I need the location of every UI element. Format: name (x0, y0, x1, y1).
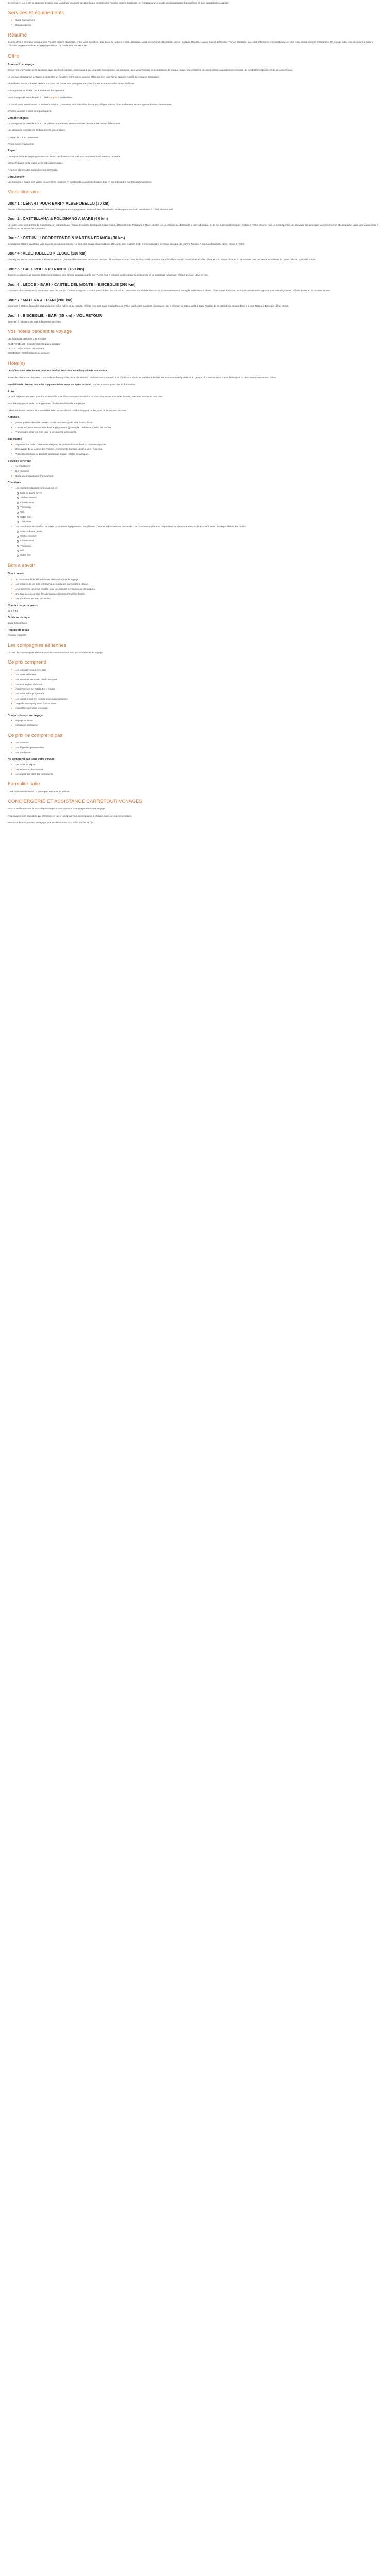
services-title: Services et équipements (8, 10, 64, 16)
list-item: Les transferts aéroport / hôtel / aéroport (15, 677, 383, 681)
hotel-line: Les hôtels de catégorie 3 et 4 étoiles (8, 337, 46, 341)
day-title: Jour 1 : DÉPART POUR BARI > ALBEROBELLO (70 km) (8, 200, 110, 206)
caracteristiques-section (8, 116, 383, 146)
votre-voyage-end: ou similaire. (60, 96, 73, 99)
list-item: Le supplément chambre individuelle (15, 772, 383, 776)
list-item: Les pourboires ne sont pas inclus. (15, 597, 383, 600)
conseiller-paragraph: Nos équipes sont joignables par téléphone et par e-mail pour vous accompagner à chaque étape de votre réservation. (8, 814, 132, 817)
offre-subhead: Pourquoi ce voyage (8, 63, 35, 66)
list-item: Promenades et temps libre pour la découverte personnelle. (15, 430, 383, 434)
autre-section (8, 389, 383, 412)
services-section (8, 10, 383, 27)
day-block (8, 313, 383, 324)
list-item: Bus climatisé (15, 469, 383, 473)
offre-paragraph: Découvrez les Pouilles et la Basilicate avec un circuit complet, accompagné par un guide francophone qui partagera avec vous l’histoire et les traditions de chaque étape. Vous visiterez des sites classés au patrimoine mondial de l’UNESCO et profiterez de la cuisine locale. (8, 69, 294, 72)
list-item: Wifi (20, 549, 383, 552)
day-block (8, 251, 383, 261)
list-item: Climatisation (20, 501, 383, 504)
itineraire-section (8, 189, 383, 323)
day-title: Jour 5 : GALLIPOLI & OTRANTE (160 km) (8, 266, 84, 272)
deroulement-paragraph: Les horaires et l’ordre des visites peuvent être modifiés en fonction des conditions locales, tout en garantissant le contenu du programme. (8, 181, 153, 184)
caracteristiques-paragraph: Les distances journalières en bus restent raisonnables. (8, 129, 66, 132)
hotel-detail-lead-line (8, 383, 383, 386)
list-item (15, 524, 383, 557)
list-item: Guide francophone (15, 18, 383, 22)
non-compris-section (8, 757, 383, 776)
comprend-list (8, 668, 383, 710)
hotel-line: LECCE : Hôtel Tiziano ou similaire (8, 347, 44, 350)
comprend-section (8, 659, 383, 710)
list-item: Guide accompagnateur francophone (15, 474, 383, 478)
day-text: Transfert à l’aéroport de Bari et fin de nos services. (8, 320, 62, 323)
regime-title: Régime de repas (8, 628, 29, 632)
activites-list (8, 421, 383, 434)
repas-title: Repas (8, 149, 16, 153)
day-block (8, 298, 383, 308)
day-block (8, 282, 383, 293)
list-item: Les taxes de séjour (15, 762, 383, 766)
pre-paragraph: Le circuit vous fait découvrir un itinéraire riche en contrastes, alternant villes baroques, villages blancs, côtes rocheuses et campagnes d’oliviers centenaires. (8, 103, 172, 106)
resume-title: Résumé (8, 32, 27, 39)
resume-text: Ce circuit vous emmène au cœur des Pouilles et de la Basilicate, entre villes blanches, trulli, sassi de Matera et côte adriatique. Vous découvrirez Alberobello, Lecce, Gallipoli, Otrante, Matera, Castel del Monte, Trani et Bisceglie, avec des hébergements sélectionnés et des repas inclus selon le programme. Un voyage idéal pour découvrir la culture, l’histoire, la gastronomie et les paysages du sud de l’Italie en toute sérénité. (8, 41, 374, 47)
ne-comprend-pas-section (8, 733, 383, 754)
deroulement-title: Déroulement (8, 175, 24, 179)
autre-title: Autre (8, 389, 15, 393)
non-compris-title: Ne comprend pas dans votre voyage (8, 758, 55, 761)
hotel-line: ALBEROBELLO : Grand Hotel Olimpo ou similaire (8, 342, 61, 345)
caracteristiques-extra: Repas selon programme. (8, 143, 35, 146)
list-item: Climatisation (20, 539, 383, 543)
chambres-sublist (15, 491, 383, 523)
votre-voyage-text: Votre voyage démarre de Bari à l’hôtel (8, 96, 48, 99)
day-title: Jour 4 : ALBEROBELLO > LECCE (130 km) (8, 251, 87, 256)
repas-section (8, 149, 383, 172)
list-item: Coffre-fort (20, 515, 383, 519)
services-generaux-list (8, 464, 383, 478)
repas-paragraph: Menus typiques de la région avec spécialités locales. (8, 162, 64, 165)
regime-section (8, 628, 383, 637)
list-item: Télévision (20, 505, 383, 509)
offre-paragraph: Alberobello, Lecce, Otrante, Matera et Castel del Monte sont quelques-unes des étapes incontournables de cet itinéraire. (8, 82, 135, 86)
guide-section (8, 616, 383, 625)
specialites-list (8, 443, 383, 456)
activites-title: Activités (8, 416, 19, 419)
autre-paragraph: Le petit déjeuner est servi sous forme de buffet. Les dîners sont servis à l’hôtel ou dans des restaurants sélectionnés, avec des menus de trois plats. (8, 395, 164, 398)
list-item: Téléphone (20, 520, 383, 523)
ne-comprend-pas-title: Ce prix ne comprend pas (8, 732, 63, 738)
list-item: Coffre-fort (20, 553, 383, 557)
list-item: L’assistance pendant le voyage (15, 706, 383, 710)
conseiller-paragraph: En cas de besoin pendant le voyage, une assistance est disponible 24h/24 et 7j/7. (8, 821, 94, 824)
list-item: Sèche-cheveux (20, 534, 383, 538)
list-item: Une taxe de séjour peut être demandée directement par les hôtels. (15, 592, 383, 596)
day-title: Jour 6 : LECCE > BARI > CASTEL DEL MONTE > BISCEGLIE (260 km) (8, 282, 136, 287)
hotel-detail-section (8, 361, 383, 386)
nombre-section (8, 604, 383, 613)
comprend-option-section (8, 714, 383, 727)
comprend-title: Ce prix comprend (8, 659, 46, 666)
compagnies-title: Les compagnies aériennes (8, 642, 67, 648)
chambres-paragraph: Les chambres individuelles disposent des mêmes équipements. Supplément chambre individuelle sur demande. Les chambres triples sont disponibles sur demande avec un lit d’appoint, selon les disponibilités des hôtels. (15, 525, 246, 528)
non-compris-list (8, 762, 383, 776)
list-item: Les excursions facultatives (15, 768, 383, 771)
list-item: Les vols aller-retour vers Bari (15, 668, 383, 672)
day-title: Jour 3 : OSTUNI, LOCOROTONDO & MARTINA FRANCA (80 km) (8, 235, 125, 241)
hotel-detail-lead-text: contactez-nous pour plus d’informations. (93, 383, 136, 386)
formalites-title: Formalité Italie (8, 781, 40, 787)
page (0, 0, 391, 838)
list-item: Le circuit en bus climatisé (15, 683, 383, 686)
list-item: Entrées aux sites mentionnés dans le programme (grottes de Castellana, Castel del Monte). (15, 426, 383, 429)
list-item: Salle de bains privée (20, 491, 383, 495)
list-item: Salle de bains privée (20, 530, 383, 533)
bon-savoir-list (8, 578, 383, 601)
list-item: Un document d’identité valide est nécessaire pour le voyage. (15, 578, 383, 581)
hotel-line: BISCEGLIE : Hôtel Salsello ou similaire (8, 352, 50, 355)
list-item: Dégustation d’huile d’olive extra vierge et de produits locaux dans un domaine agricole. (15, 443, 383, 446)
formalites-text: Carte nationale d’identité ou passeport en cours de validité. (8, 790, 70, 793)
day-text: Excursion à Matera, l’une des plus anciennes villes habitées au monde, célèbre pour ses Sassi troglodytiques. Visite guidée des quartiers historiques. Sur le chemin du retour, arrêt à Trani et visite de sa cathédrale romane face à la mer. Retour à Bisceglie, dîner et nuit. (8, 304, 289, 308)
offre-section (8, 53, 383, 93)
services-list (8, 18, 383, 27)
list-item: Les repas selon programme (15, 692, 383, 696)
chambres-sublist (15, 530, 383, 557)
day-title: Jour 8 : BISCEGLIE > BARI (35 km) > VOL RETOUR (8, 313, 102, 318)
list-item (15, 486, 383, 524)
chambres-title: Chambres (8, 481, 21, 485)
formalites-section (8, 781, 383, 793)
day-text: Départ pour Ostuni, la célèbre ville blanche, puis Locorotondo, l’un des plus beaux villages d’Italie. Déjeuner libre. L’après-midi, promenade dans le centre baroque de Martina Franca. Retour à Alberobello, dîner et nuit à l’hôtel. (8, 243, 245, 246)
guide-text: guide francophone (8, 621, 28, 624)
chambres-section (8, 481, 383, 557)
hotel-detail-bold: Les hôtels sont sélectionnés pour leur confort, leur situation et la qualité de leur service. (8, 369, 108, 372)
autre-paragraph: Pour les voyageurs seuls, un supplément chambre individuelle s’applique. (8, 402, 86, 405)
guide-title: Guide touristique (8, 616, 30, 620)
list-item: Sèche-cheveux (20, 496, 383, 499)
hotel-link[interactable]: Borgoluce (48, 96, 60, 99)
services-generaux-title: Services généraux (8, 460, 31, 463)
services-generaux-section (8, 459, 383, 478)
compagnies-section (8, 642, 383, 655)
list-item: Les dépenses personnelles (15, 745, 383, 749)
offre-title: Offre (8, 53, 20, 59)
day-text: Arrivée à l’aéroport de Bari et rencontre avec votre guide accompagnateur. Transfert vers Alberobello, célèbre pour ses trulli. Installation à l’hôtel, dîner et nuit. (8, 208, 174, 211)
day-title: Jour 2 : CASTELLANA & POLIGNANO A MARE (60 km) (8, 216, 108, 221)
list-item: Les horaires de vol sont communiqués quelques jours avant le départ. (15, 582, 383, 586)
compagnies-text: Le nom de la compagnie aérienne vous sera communiqué avec vos documents de voyage. (8, 651, 104, 654)
regime-text: pension complète (8, 634, 27, 637)
day-block (8, 216, 383, 230)
list-item: Les pourboires (15, 751, 383, 754)
day-text: Départ pour Lecce, surnommée la Florence du Sud. Visite guidée du centre historique baroque : la basilique Santa Croce, la Piazza del Duomo et l’amphithéâtre romain. Installation à l’hôtel, dîner et nuit. Temps libre en fin de journée pour découvrir les ateliers de papier mâché, spécialité locale. (8, 258, 316, 261)
offre-paragraph: Hébergement en hôtels 3 et 4 étoiles en demi-pension. (8, 89, 66, 92)
chambres-intro: Les chambres doubles sont équipées de : (15, 486, 59, 489)
day-block (8, 235, 383, 246)
caracteristiques-paragraph: Le voyage est accessible à tous. Les visites comprennent de courtes marches dans les centres historiques. (8, 122, 121, 125)
conseiller-section (8, 799, 383, 824)
specialites-title: Spécialités (8, 437, 22, 441)
hotels-title: Vos hôtels pendant le voyage (8, 328, 72, 334)
list-item: Wifi (20, 510, 383, 514)
day-text: Départ en direction du nord. Visite de Castel del Monte, château octogonal construit par Frédéric II et classé au patrimoine mondial de l’UNESCO. Continuation vers Bisceglie, installation à l’hôtel, dîner et nuit. En route, arrêt dans un domaine agricole pour une dégustation d’huile d’olive et de produits locaux. (8, 289, 331, 292)
repas-paragraph: Les repas indiqués au programme sont inclus. Les boissons ne sont pas comprises, sauf mention contraire. (8, 155, 121, 158)
itineraire-title: Votre itinéraire (8, 189, 40, 195)
intro-text: Ce circuit en bus a été spécialement conçu pour vous faire découvrir les plus beaux endroits des Pouilles et de la Basilicate, en compagnie d’un guide accompagnateur francophone et avec un parcours organisé. (8, 2, 230, 4)
nombre-text: de 2 à 40 (8, 609, 18, 612)
list-item: Possibilité d’achats de produits artisanaux (papier mâché, céramiques). (15, 452, 383, 456)
ne-comprend-pas-list (8, 741, 383, 754)
votre-voyage-line (8, 96, 383, 99)
list-item: Découverte de la cuisine des Pouilles : orecchiette, burrata, taralli et vins régionaux. (15, 447, 383, 451)
hotel-detail-title: Hôtel(s) (8, 360, 25, 366)
list-item: Bagage en soute (15, 719, 383, 722)
comprend-option-title: Compris dans votre voyage (8, 714, 43, 717)
list-item: Les boissons (15, 741, 383, 744)
bon-savoir-title: Bon à savoir (8, 562, 35, 568)
hotels-section (8, 329, 383, 355)
pre-paragraph: Départs garantis à partir de 2 participants. (8, 110, 52, 113)
offre-paragraph: Le voyage est organisé de façon à vous offrir un équilibre entre visites guidées et temps libre pour flâner dans les ruelles des villages historiques. (8, 75, 160, 78)
list-item: Air conditionné (15, 464, 383, 468)
conseiller-paragraph: Nos conseillers restent à votre disposition pour toute question avant et pendant votre voyage. (8, 807, 106, 810)
list-item: Le guide accompagnateur francophone (15, 702, 383, 705)
list-item: L’hébergement en hôtels 3 et 4 étoiles (15, 687, 383, 691)
hotel-detail-lead: Possibilité de réserver des nuits supplémentaires avant ou après le circuit : (8, 383, 93, 386)
repas-paragraph: Régimes alimentaires particuliers sur demande. (8, 168, 58, 172)
specialites-section (8, 437, 383, 456)
list-item: Le programme peut être modifié pour des raisons techniques ou climatiques. (15, 587, 383, 591)
comprend-option-list (8, 719, 383, 727)
bon-savoir-subhead: Bon à savoir (8, 572, 25, 576)
list-item: Assurance assistance (15, 723, 383, 727)
caracteristiques-title: Caractéristiques (8, 116, 29, 120)
nombre-title: Nombre de participants (8, 604, 38, 607)
day-text: Le matin, visite des grottes de Castellana, un extraordinaire réseau de cavités karstiques. L’après-midi, découverte de Polignano a Mare, perché sur une falaise au-dessus de la mer Adriatique, et de ses ruelles pittoresques. Retour à l’hôtel, dîner et nuit. Le circuit permet de découvrir des paysages variés entre mer et campagne, dans une région riche en traditions et en savoir-faire artisanal. (8, 223, 379, 230)
chambres-list (8, 486, 383, 557)
bon-savoir-section (8, 563, 383, 601)
hotel-detail-paragraph: Toutes les chambres disposent d’une salle de bains privée, de la climatisation et d’une connexion wifi. Les hôtels sont situés de manière à faciliter les déplacements quotidiens du groupe, à proximité des centres historiques ou dans un environnement calme. (8, 376, 277, 379)
autre-paragraph: Certaines visites peuvent être modifiées selon les conditions météorologiques ou les jours de fermeture des sites. (8, 409, 127, 412)
list-item: Visites guidées dans les centres historiques avec guide local francophone. (15, 421, 383, 425)
day-text: Journée consacrée au Salento. Matinée à Gallipoli, ville fortifiée entourée par la mer. Après-midi à Otrante, célèbre pour sa cathédrale et sa mosaïque médiévale. Retour à Lecce, dîner et nuit. (8, 274, 208, 277)
activites-section (8, 415, 383, 434)
caracteristiques-paragraph: Groupe de 2 à 40 personnes. (8, 135, 39, 139)
day-block (8, 201, 383, 211)
day-title: Jour 7 : MATERA & TRANI (200 km) (8, 297, 73, 302)
list-item: Les visites et entrées mentionnées au programme (15, 697, 383, 701)
resume-section (8, 32, 383, 48)
list-item: Circuit organisé (15, 23, 383, 27)
conseiller-title: CONCIERGERIE ET ASSISTANCE CARREFOUR VOYAGES (8, 799, 142, 805)
list-item: Les taxes aériennes (15, 673, 383, 676)
day-block (8, 267, 383, 277)
list-item: Télévision (20, 544, 383, 548)
deroulement-section (8, 175, 383, 184)
